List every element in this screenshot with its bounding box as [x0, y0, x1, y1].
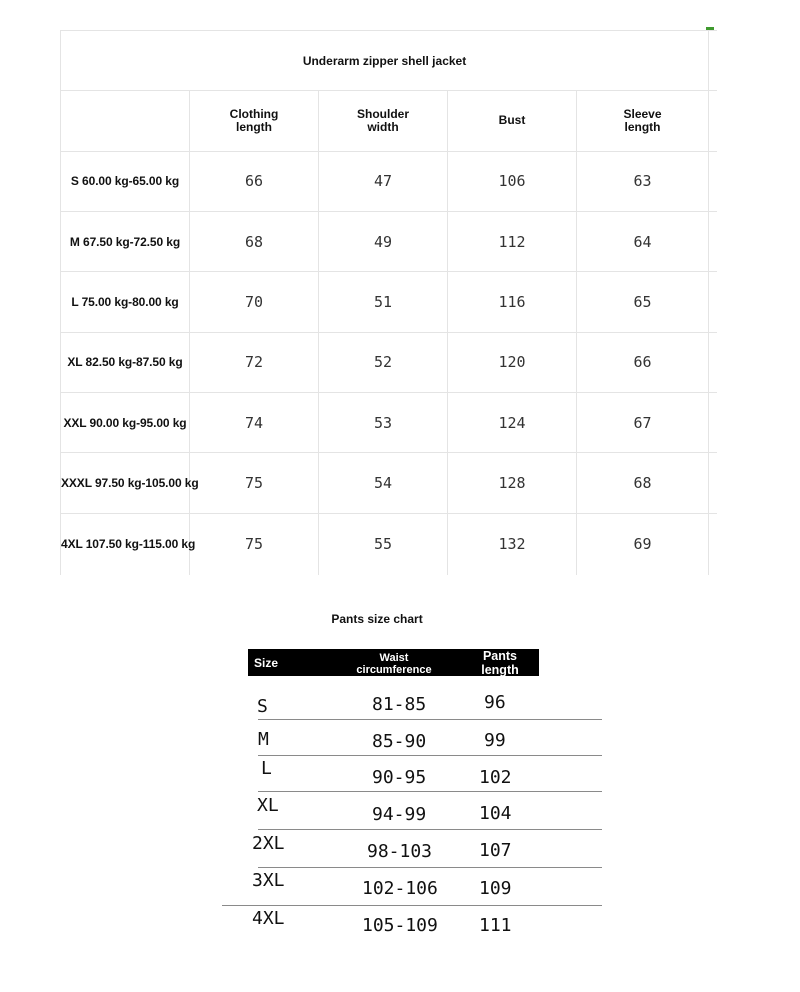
jacket-clothing-length-value: 72 [190, 332, 319, 392]
pants-size-label: 2XL [252, 833, 285, 854]
pants-waist-value: 85-90 [372, 731, 427, 752]
jacket-size-table [60, 30, 717, 575]
jacket-header-row [61, 91, 717, 151]
jacket-clothing-length-value: 75 [190, 513, 319, 575]
jacket-title: Underarm zipper shell jacket [61, 31, 709, 91]
pants-size-label: 3XL [252, 870, 285, 891]
jacket-shoulder-width-value: 52 [319, 332, 448, 392]
jacket-sleeve-length-value: 65 [577, 272, 709, 332]
pants-row-divider [258, 867, 602, 868]
pants-length-value: 109 [479, 878, 512, 899]
pants-waist-value: 94-99 [372, 804, 427, 825]
jacket-shoulder-width-value: 55 [319, 513, 448, 575]
jacket-clothing-length-value: 70 [190, 272, 319, 332]
pants-length-value: 111 [479, 915, 512, 936]
pants-waist-value: 81-85 [372, 694, 427, 715]
pants-waist-value: 102-106 [362, 878, 438, 899]
pants-length-value: 104 [479, 803, 512, 824]
pants-length-value: 99 [484, 730, 506, 751]
pants-size-label: M [258, 729, 269, 750]
jacket-clothing-length-value: 68 [190, 211, 319, 271]
jacket-header-clothing-length: Clothing length [190, 91, 319, 151]
jacket-sleeve-length-value: 63 [577, 151, 709, 211]
pants-row-divider [222, 905, 602, 906]
jacket-sleeve-length-value: 68 [577, 453, 709, 513]
pants-header-size: Size [254, 656, 279, 670]
jacket-shoulder-width-value: 47 [319, 151, 448, 211]
jacket-bust-value: 124 [448, 392, 577, 452]
jacket-bust-value: 112 [448, 211, 577, 271]
jacket-sleeve-length-value: 64 [577, 211, 709, 271]
jacket-size-label: XL 82.50 kg-87.50 kg [61, 332, 190, 392]
jacket-size-label: L 75.00 kg-80.00 kg [61, 272, 190, 332]
pants-length-value: 96 [484, 692, 506, 713]
jacket-bust-value: 132 [448, 513, 577, 575]
jacket-shoulder-width-value: 53 [319, 392, 448, 452]
jacket-size-label: XXL 90.00 kg-95.00 kg [61, 392, 190, 452]
jacket-bust-value: 106 [448, 151, 577, 211]
pants-size-label: S [257, 696, 268, 717]
jacket-header-sleeve-length: Sleeve length [577, 91, 709, 151]
jacket-header-bust: Bust [448, 91, 577, 151]
jacket-shoulder-width-value: 54 [319, 453, 448, 513]
pants-header-length: Pants length [481, 649, 519, 677]
pants-waist-value: 98-103 [367, 841, 433, 862]
jacket-row [61, 211, 717, 271]
jacket-bust-value: 116 [448, 272, 577, 332]
jacket-row [61, 392, 717, 452]
jacket-sleeve-length-value: 67 [577, 392, 709, 452]
jacket-size-label: 4XL 107.50 kg-115.00 kg [61, 513, 190, 575]
jacket-shoulder-width-value: 51 [319, 272, 448, 332]
pants-size-label: 4XL [252, 908, 285, 929]
pants-row-divider [258, 791, 602, 792]
jacket-row [61, 272, 717, 332]
jacket-bust-value: 120 [448, 332, 577, 392]
jacket-sleeve-length-value: 69 [577, 513, 709, 575]
pants-row-divider [258, 755, 602, 756]
jacket-size-label: M 67.50 kg-72.50 kg [61, 211, 190, 271]
jacket-sleeve-length-value: 66 [577, 332, 709, 392]
pants-header-waist: Waist circumference [356, 652, 432, 676]
jacket-header-blank [61, 91, 190, 151]
pants-waist-value: 90-95 [372, 767, 427, 788]
jacket-title-row [61, 31, 717, 91]
jacket-size-label: XXXL 97.50 kg-105.00 kg [61, 453, 190, 513]
pants-header-bar [248, 649, 539, 676]
pants-size-label: L [261, 758, 272, 779]
jacket-row [61, 151, 717, 211]
pants-length-value: 102 [479, 767, 512, 788]
pants-size-label: XL [257, 795, 279, 816]
pants-chart-title: Pants size chart [331, 612, 423, 626]
jacket-clothing-length-value: 75 [190, 453, 319, 513]
jacket-header-shoulder-width: Shoulder width [319, 91, 448, 151]
jacket-size-label: S 60.00 kg-65.00 kg [61, 151, 190, 211]
jacket-clothing-length-value: 74 [190, 392, 319, 452]
jacket-row [61, 513, 717, 575]
jacket-shoulder-width-value: 49 [319, 211, 448, 271]
pants-row-divider [258, 829, 602, 830]
pants-length-value: 107 [479, 840, 512, 861]
jacket-row [61, 453, 717, 513]
jacket-row [61, 332, 717, 392]
jacket-clothing-length-value: 66 [190, 151, 319, 211]
pants-row-divider [258, 719, 602, 720]
jacket-bust-value: 128 [448, 453, 577, 513]
pants-waist-value: 105-109 [362, 915, 438, 936]
